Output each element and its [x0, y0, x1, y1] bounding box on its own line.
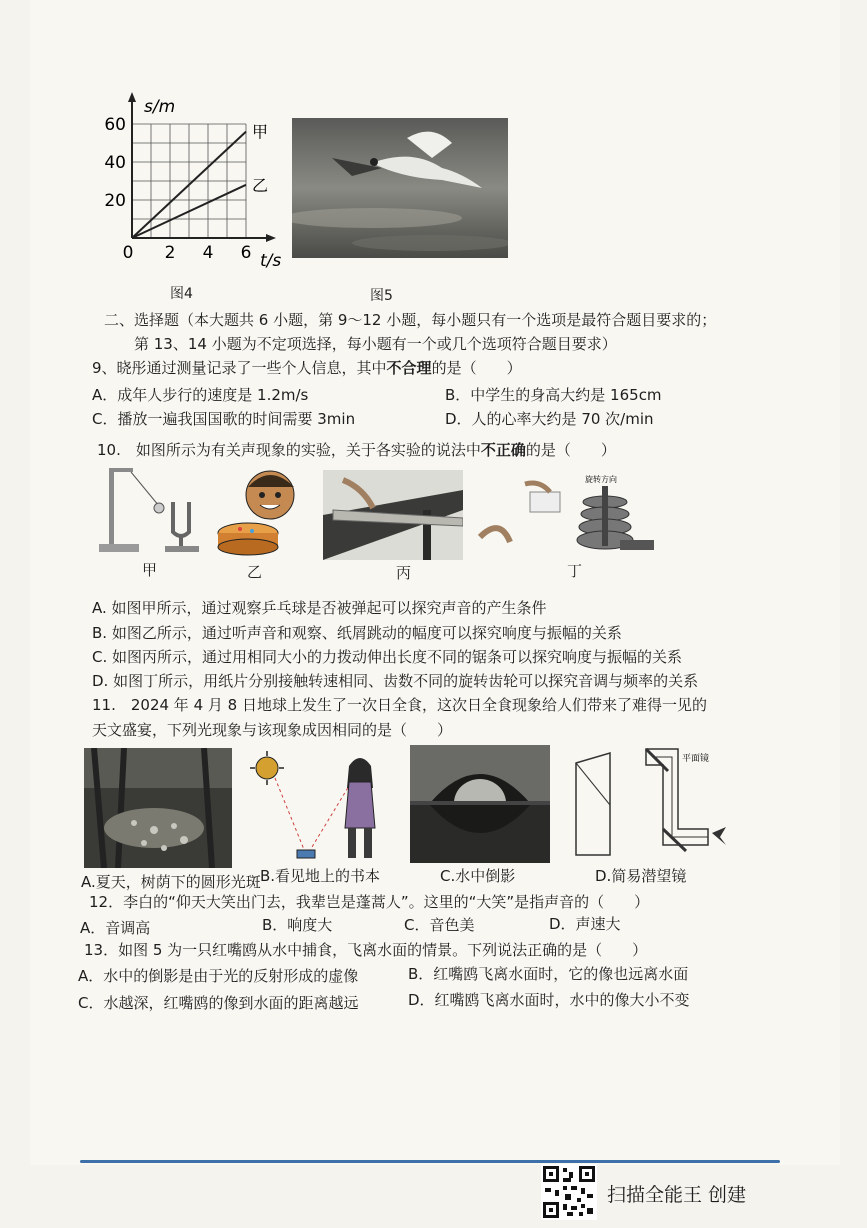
q12-stem: 12．李白的“仰天大笑出门去，我辈岂是蓬蒿人”。这里的“大笑”是指声音的（ ）	[89, 893, 650, 911]
q11-option-d: D.简易潜望镜	[595, 867, 687, 885]
q13-option-b: B．红嘴鸥飞离水面时，它的像也远离水面	[408, 965, 689, 983]
y-tick-label: 40	[104, 153, 126, 173]
x-tick-label: 4	[202, 243, 214, 263]
q10-figure-bing	[323, 470, 463, 560]
q13-option-d: D．红嘴鸥飞离水面时，水中的像大小不变	[408, 991, 690, 1009]
fig4-ticks	[104, 115, 251, 263]
q10-label-ding: 丁	[567, 562, 583, 580]
q10-figure-ding	[470, 472, 660, 562]
q12-option-a: A．音调高	[80, 919, 151, 937]
q10-label-jia: 甲	[142, 561, 158, 579]
q13-stem: 13．如图 5 为一只红嘴鸥从水中捕食，飞离水面的情景。下列说法正确的是（ ）	[84, 941, 648, 959]
y-tick-label: 60	[104, 115, 126, 135]
fig5-caption: 图5	[370, 288, 393, 304]
q11-figure-b-book	[245, 748, 395, 870]
fig5-bird-photo	[292, 118, 508, 258]
section2-title-line2: 第 13、14 小题为不定项选择，每小题有一个或几个选项符合题目要求）	[134, 335, 617, 353]
q9-option-c: C．播放一遍我国国歌的时间需要 3min	[92, 410, 356, 428]
q9-option-b: B．中学生的身高大约是 165cm	[445, 386, 662, 404]
qr-code-icon	[541, 1164, 597, 1220]
q13-option-a: A．水中的倒影是由于光的反射形成的虚像	[78, 967, 359, 985]
x-tick-label: 6	[240, 243, 252, 263]
q10-stem	[97, 440, 616, 460]
fig4-xlabel: t/s	[260, 251, 282, 271]
q11-mirror-label: 平面镜	[682, 754, 710, 764]
q10-figure-jia	[95, 462, 210, 557]
series-label-yi: 乙	[252, 175, 269, 195]
q10-label-yi: 乙	[247, 563, 263, 581]
q12-option-d: D．声速大	[549, 915, 621, 933]
fig4-caption: 图4	[170, 286, 193, 302]
q10-rotate-label: 旋转方向	[585, 475, 617, 484]
q10-option-d: D. 如图丁所示，用纸片分别接触转速相同、齿数不同的旋转齿轮可以探究音调与频率的关系	[92, 672, 699, 690]
scanner-watermark-text: 扫描全能王 创建	[607, 1184, 747, 1206]
q10-figure-yi	[210, 465, 310, 560]
q9-stem	[92, 358, 522, 378]
q11-stem-line1: 11. 2024 年 4 月 8 日地球上发生了一次日全食，这次日全食现象给人们带来了难得一见的	[92, 696, 707, 714]
section2-title-line1: 二、选择题（本大题共 6 小题，第 9～12 小题，每小题只有一个选项是最符合题目要求的；	[104, 311, 717, 329]
q9-option-a: A．成年人步行的速度是 1.2m/s	[92, 386, 309, 404]
x-tick-label: 0	[122, 243, 134, 263]
q11-figure-c-water-reflection	[410, 745, 550, 863]
q11-option-a: A.夏天，树荫下的圆形光斑	[81, 873, 261, 891]
q10-option-c: C. 如图丙所示，通过用相同大小的力拨动伸出长度不同的锯条可以探究响度与振幅的关系	[92, 648, 683, 666]
q9-option-d: D．人的心率大约是 70 次/min	[445, 410, 654, 428]
q10-stem-pre: 10. 如图所示为有关声现象的实验，关于各实验的说法中	[97, 441, 481, 459]
fig4-ylabel: s/m	[144, 97, 176, 117]
q10-option-a: A. 如图甲所示，通过观察乒乓球是否被弹起可以探究声音的产生条件	[92, 599, 547, 617]
q9-stem-pre: 9、晓彤通过测量记录了一些个人信息，其中	[92, 359, 387, 377]
q10-option-b: B. 如图乙所示，通过听声音和观察、纸屑跳动的幅度可以探究响度与振幅的关系	[92, 624, 622, 642]
q10-label-bing: 丙	[396, 564, 412, 582]
q9-stem-bold: 不合理	[386, 359, 432, 377]
q11-stem-line2: 天文盛宴，下列光现象与该现象成因相同的是（ ）	[92, 721, 453, 739]
fig4-graph	[100, 88, 290, 278]
q10-stem-post: 的是（ ）	[525, 441, 616, 459]
q11-option-b: B.看见地上的书本	[260, 867, 381, 885]
q11-option-c: C.水中倒影	[440, 867, 516, 885]
q12-option-c: C．音色美	[404, 916, 475, 934]
y-tick-label: 20	[104, 191, 126, 211]
q9-stem-post: 的是（ ）	[431, 359, 522, 377]
series-label-jia: 甲	[252, 122, 269, 142]
q11-figure-a-tree-shade	[84, 748, 232, 868]
x-tick-label: 2	[164, 243, 176, 263]
q13-option-c: C．水越深，红嘴鸥的像到水面的距离越远	[78, 994, 359, 1012]
q12-option-b: B．响度大	[262, 916, 333, 934]
page-bottom-rule	[80, 1160, 780, 1163]
q10-stem-bold: 不正确	[480, 441, 526, 459]
fig4-series	[132, 123, 268, 238]
q11-figure-d-periscope	[568, 745, 733, 863]
